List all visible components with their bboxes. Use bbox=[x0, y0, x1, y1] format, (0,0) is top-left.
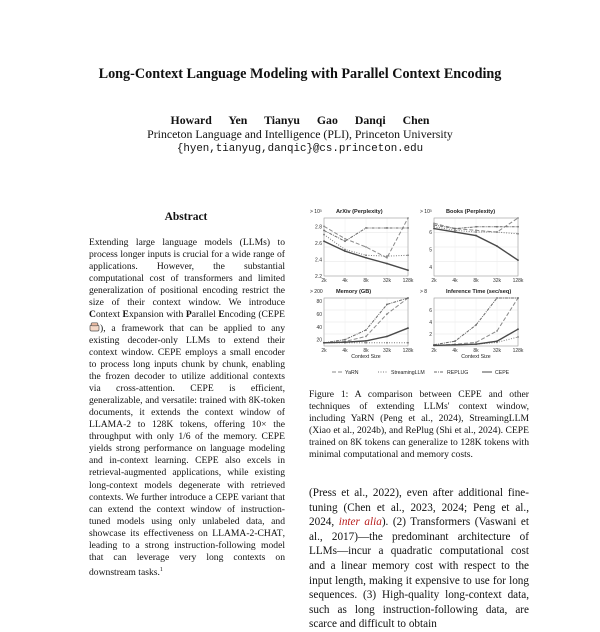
data-point bbox=[365, 329, 367, 331]
data-point bbox=[517, 259, 519, 261]
data-point bbox=[454, 229, 456, 231]
data-point bbox=[344, 341, 346, 343]
data-point bbox=[454, 228, 456, 230]
y-tick-label: 5 bbox=[429, 247, 432, 254]
y-tick-label: 2.6 bbox=[315, 240, 322, 247]
y-tick-label: 40 bbox=[316, 324, 322, 331]
data-point bbox=[475, 229, 477, 231]
author-name: Tianyu Gao bbox=[264, 113, 338, 127]
data-point bbox=[433, 226, 435, 228]
citation-link[interactable]: inter alia bbox=[338, 516, 382, 529]
chart-title: ArXiv (Perplexity) bbox=[336, 209, 383, 215]
abstract-heading: Abstract bbox=[164, 211, 208, 223]
data-point bbox=[365, 246, 367, 248]
cepe-logo-icon bbox=[89, 322, 100, 332]
legend-label: CEPE bbox=[495, 370, 510, 376]
y-tick-label: 6 bbox=[429, 308, 432, 314]
data-point bbox=[433, 345, 435, 347]
figure-caption: Figure 1: A comparison between CEPE and other techniques of extending LLMs' context window, including YaRN (Peng et al., 2024), StreamingLLM (Xiao et al., 2024b), and RePlug (Shi et al., 2024). CEPE trained on 8K tokens can generalize to 128K tokens with minimal computational and memory costs. bbox=[309, 389, 529, 461]
data-point bbox=[344, 250, 346, 252]
data-point bbox=[496, 245, 498, 247]
data-point bbox=[454, 231, 456, 233]
data-point bbox=[407, 227, 409, 229]
x-tick-label: 4k bbox=[342, 348, 348, 354]
data-point bbox=[386, 304, 388, 306]
affiliation: Princeton Language and Intelligence (PLI), Princeton University bbox=[147, 127, 453, 141]
data-point bbox=[407, 342, 409, 344]
data-point bbox=[517, 233, 519, 235]
x-tick-label: 128k bbox=[512, 348, 524, 354]
x-tick-label: 128k bbox=[402, 278, 414, 284]
x-tick-label: 32k bbox=[382, 278, 392, 284]
x-tick-label: 128k bbox=[402, 348, 414, 354]
data-point bbox=[433, 224, 435, 226]
data-point bbox=[386, 227, 388, 229]
data-point bbox=[407, 327, 409, 329]
data-point bbox=[323, 230, 325, 232]
y-tick-label: 4 bbox=[429, 320, 432, 326]
x-tick-label: 128k bbox=[512, 278, 524, 284]
data-point bbox=[323, 342, 325, 344]
data-point bbox=[365, 342, 367, 344]
scale-note: > 200 bbox=[310, 289, 323, 295]
data-point bbox=[517, 297, 519, 299]
data-point bbox=[454, 340, 456, 342]
data-point bbox=[323, 240, 325, 242]
scale-note: > 10³ bbox=[310, 209, 322, 215]
data-point bbox=[323, 234, 325, 236]
x-tick-label: 32k bbox=[382, 348, 392, 354]
figure-1-charts bbox=[306, 204, 528, 382]
data-point bbox=[386, 342, 388, 344]
figure-1 bbox=[306, 204, 528, 382]
data-point bbox=[496, 330, 498, 332]
y-tick-label: 80 bbox=[316, 299, 322, 306]
data-point bbox=[433, 222, 435, 224]
body-text-right-column: (Press et al., 2022), even after additional fine-tuning (Chen et al., 2023, 2024; Peng et al., 2024, inter alia). (2) Transformers (Vaswani et al., 2017)—the predominant architecture of LLMs—incur a quadratic computational cost and a linear memory cost with respect to the input length, making it expensive to use for long sequences. (3) High-quality long-context data, such as long instruction-following data, are scarce and difficult to obtain bbox=[309, 487, 530, 631]
data-point bbox=[344, 339, 346, 341]
chart-title: Inference Time (sec/seq) bbox=[446, 289, 512, 295]
x-tick-label: 8k bbox=[473, 278, 479, 284]
data-point bbox=[433, 228, 435, 230]
x-tick-label: 4k bbox=[452, 278, 458, 284]
data-point bbox=[365, 336, 367, 338]
data-point bbox=[517, 336, 519, 338]
x-tick-label: 2k bbox=[431, 278, 437, 284]
y-tick-label: 60 bbox=[316, 312, 322, 318]
data-point bbox=[496, 226, 498, 228]
chart-title: Books (Perplexity) bbox=[446, 209, 496, 215]
data-point bbox=[407, 254, 409, 256]
data-point bbox=[496, 297, 498, 299]
data-point bbox=[517, 226, 519, 228]
x-tick-label: 8k bbox=[363, 278, 369, 284]
x-tick-label: 4k bbox=[342, 278, 348, 284]
y-tick-label: 6 bbox=[429, 230, 432, 237]
legend-label: YaRN bbox=[345, 370, 359, 376]
paper-title: Long-Context Language Modeling with Parallel Context Encoding bbox=[98, 66, 502, 82]
data-point bbox=[475, 324, 477, 326]
data-point bbox=[386, 255, 388, 257]
data-point bbox=[365, 227, 367, 229]
data-point bbox=[323, 225, 325, 227]
data-point bbox=[407, 217, 409, 219]
author-name: Howard Yen bbox=[170, 113, 248, 127]
y-tick-label: 4 bbox=[429, 265, 432, 272]
data-point bbox=[517, 328, 519, 330]
x-axis-label: Context Size bbox=[351, 354, 381, 360]
data-point bbox=[407, 297, 409, 299]
data-point bbox=[407, 269, 409, 271]
x-tick-label: 32k bbox=[492, 278, 502, 284]
x-tick-label: 32k bbox=[492, 348, 502, 354]
data-point bbox=[475, 231, 477, 233]
data-point bbox=[386, 313, 388, 315]
x-tick-label: 8k bbox=[363, 348, 369, 354]
scale-note: > 10³ bbox=[420, 209, 432, 215]
x-tick-label: 2k bbox=[321, 278, 327, 284]
author-list bbox=[0, 113, 600, 128]
legend-label: StreamingLLM bbox=[391, 370, 425, 376]
x-axis-label: Context Size bbox=[461, 354, 491, 360]
author-name: Danqi Chen bbox=[354, 113, 430, 127]
chart-title: Memory (GB) bbox=[336, 289, 372, 295]
data-point bbox=[454, 344, 456, 346]
data-point bbox=[475, 342, 477, 344]
y-tick-label: 2 bbox=[429, 332, 432, 338]
x-tick-label: 4k bbox=[452, 348, 458, 354]
data-point bbox=[475, 226, 477, 228]
scale-note: > 8 bbox=[420, 289, 428, 295]
data-point bbox=[496, 231, 498, 233]
data-point bbox=[365, 254, 367, 256]
abstract-body: Extending large language models (LLMs) to process longer inputs is crucial for a wide range of applications. However, the substantial computational cost of transformers and limited generalization of positional encoding restrict the size of their context window. We introduce Context Expansion with Parallel Encoding (CEPE ), a framework that can be applied to any existing decoder-only LLMs to extend their context window. CEPE employs a small encoder to process long inputs chunk by chunk, enabling the frozen decoder to utilize additional contexts via cross-attention. CEPE is efficient, generalizable, and versatile: trained with 8K-token documents, it extends the context window of LLAMA-2 to 128K tokens, offering 10× the throughput with only 1/6 of the memory. CEPE yields strong performance on language modeling and in-context learning. CEPE also excels in retrieval-augmented applications, while existing long-context models degenerate with retrieved contexts. We further introduce a CEPE variant that can extend the context window of instruction-tuned models using only unlabeled data, and showcase its effectiveness on LLAMA-2-CHAT, leading to a strong instruction-following model that can leverage very long contexts on downstream tasks.$^1$ bbox=[89, 237, 285, 579]
data-point bbox=[386, 263, 388, 265]
data-point bbox=[365, 340, 367, 342]
y-tick-label: 20 bbox=[316, 337, 322, 344]
data-point bbox=[517, 217, 519, 219]
data-point bbox=[386, 257, 388, 259]
y-tick-label: 2.2 bbox=[315, 274, 322, 280]
data-point bbox=[344, 238, 346, 240]
y-tick-label: 2.8 bbox=[315, 224, 322, 231]
data-point bbox=[475, 343, 477, 345]
x-tick-label: 2k bbox=[321, 348, 327, 354]
data-point bbox=[496, 340, 498, 342]
author-emails: {hyen,tianyug,danqic}@cs.princeton.edu bbox=[176, 143, 424, 155]
data-point bbox=[344, 240, 346, 242]
data-point bbox=[386, 336, 388, 338]
legend-label: REPLUG bbox=[447, 370, 469, 376]
data-point bbox=[365, 257, 367, 259]
y-tick-label: 2.4 bbox=[315, 257, 322, 264]
data-point bbox=[475, 235, 477, 237]
x-tick-label: 2k bbox=[431, 348, 437, 354]
x-tick-label: 8k bbox=[473, 348, 479, 354]
